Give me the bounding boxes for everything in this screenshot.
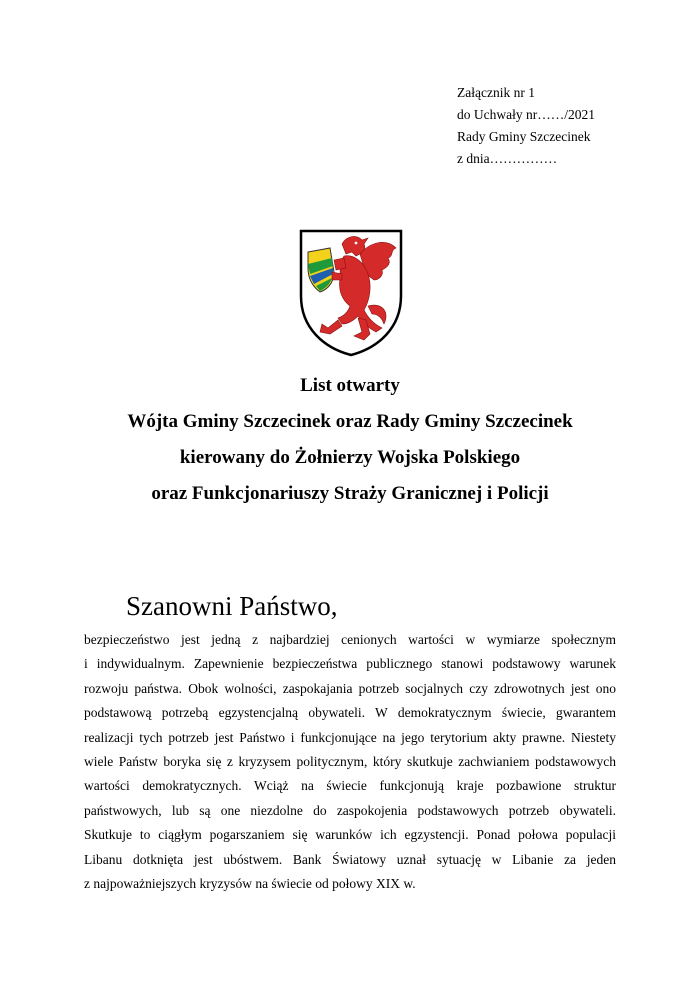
annex-council: Rady Gminy Szczecinek [457,129,591,144]
body-line: Libanu dotknięta jest ubóstwem. Bank Światowy uznał sytuację w Libanie za jeden [84,851,616,867]
annex-header [457,82,595,170]
body-paragraph [84,628,616,896]
title-line-4: oraz Funkcjonariuszy Straży Granicznej i Policji [151,483,549,504]
body-line: i indywidualnym. Zapewnienie bezpieczeństwa publicznego stanowi podstawowy warunek [84,656,616,672]
body-line: z najpoważniejszych kryzysów na świecie od połowy XIX w. [84,876,416,892]
title-line-2: Wójta Gminy Szczecinek oraz Rady Gminy Szczecinek [127,411,573,432]
body-line: realizacji tych potrzeb jest Państwo i funkcjonujące na jego terytorium akty prawne. Niestety [84,729,616,745]
salutation: Szanowni Państwo, [126,591,338,621]
title-line-1: List otwarty [300,375,400,396]
body-line: podstawową potrzebą egzystencjalną obywateli. W demokratycznym świecie, gwarantem [84,705,616,721]
title-line-3: kierowany do Żołnierzy Wojska Polskiego [179,447,521,468]
coat-of-arms-griffin-icon [298,228,404,358]
letter-title [0,368,700,512]
body-line: wartości demokratycznych. Wciąż na świecie funkcjonują kraje pozbawione struktur [84,778,616,794]
annex-number: Załącznik nr 1 [457,85,535,100]
body-line: państwowych, lub są one niezdolne do zaspokojenia podstawowych potrzeb obywateli. [84,802,616,818]
body-line: Skutkuje to ciągłym pogarszaniem się warunków ich egzystencji. Ponad połowa populacji [84,827,616,843]
annex-resolution: do Uchwały nr……/2021 [457,107,595,122]
body-line: wiele Państw boryka się z kryzysem politycznym, który skutkuje zachwianiem podstawowych [84,754,616,770]
body-line: rozwoju państwa. Obok wolności, zaspokajania potrzeb socjalnych czy zdrowotnych jest ono [84,680,616,696]
annex-date: z dnia…………… [457,151,558,166]
body-line: bezpieczeństwo jest jedną z najbardziej cenionych wartości w wymiarze społecznym [84,632,616,647]
